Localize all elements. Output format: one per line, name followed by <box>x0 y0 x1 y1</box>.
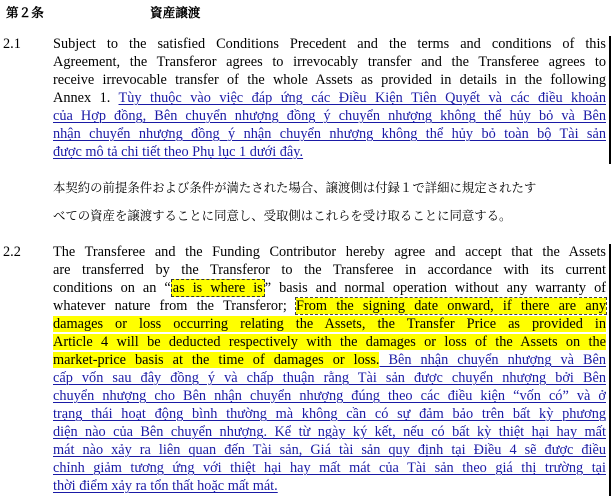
clause-2-1-en-line: Subject to the satisfied Conditions Precedent and the terms and conditions of this <box>53 36 606 52</box>
clause-2-1-vn-text: Tùy thuộc vào việc đáp ứng các Điều Kiện Tiên Quyết và các điều khoản <box>118 90 606 106</box>
clause-2-1-ja-line: べての資産を譲渡することに同意し、受取側はこれらを受け取ることに同意する。 <box>53 208 512 223</box>
clause-2-2-en-line: are transferred by the Transferor to the Transferee in accordance with its current <box>53 262 606 278</box>
clause-2-1-number: 2.1 <box>3 36 21 52</box>
as-is-where-is-highlight: as is where is <box>172 280 263 296</box>
article-number: 第２条 <box>6 5 44 20</box>
clause-2-2-mixed-line <box>53 351 606 370</box>
clause-2-2-vn-line: cấp vốn sau đây đồng ý và chấp thuận rằng Tài sản được chuyển nhượng bởi Bên <box>53 370 606 386</box>
clause-2-1-vn-line: nhận chuyển nhượng đồng ý nhận chuyển nhượng không thể hủy bỏ toàn bộ Tài sản <box>53 126 606 142</box>
highlighted-text: From the signing date onward, if there are any <box>296 298 606 314</box>
clause-2-1-vn-line: được mô tả chi tiết theo Phụ lục 1 dưới đây. <box>53 144 304 160</box>
clause-2-1-en-line: Agreement, the Transferor agrees to irrevocably transfer and the Transferee agrees to <box>53 54 606 70</box>
clause-2-2-vn-line: thời điểm xảy ra tổn thất hoặc mất mát. <box>53 478 278 494</box>
highlighted-text: market-price basis at the time of damages or loss. <box>53 352 380 368</box>
clause-2-2-en-text: ” basis and normal operation without any warranty of <box>264 280 606 296</box>
clause-2-2-en-text: conditions on an “ <box>53 280 171 296</box>
clause-2-2-en-line <box>53 279 606 298</box>
clause-2-2-en-line <box>53 315 606 334</box>
clause-2-1-en-line: receive irrevocable transfer of the whole Assets as provided in details in the following <box>53 72 606 88</box>
clause-2-1-vn-line: của Hợp đồng, Bên chuyển nhượng đồng ý chuyển nhượng không thể hủy bỏ và Bên <box>53 108 606 124</box>
revision-bar <box>609 244 611 496</box>
article-title: 資産譲渡 <box>150 5 201 20</box>
clause-2-2-en-text: whatever nature from the Transferor; <box>53 298 297 314</box>
clause-2-2-vn-line: mát nào xảy ra liên quan đến Tài sản, Giá tài sản quy định tại Điều 4 sẽ được điều <box>53 442 606 458</box>
clause-2-2-en-line <box>53 333 606 352</box>
clause-2-2-vn-line: diện nào của Bên chuyển nhượng. Kể từ ngày ký kết, nếu có bất kỳ thiệt hại hay mất <box>53 424 606 440</box>
clause-2-1-mixed-line <box>53 89 606 108</box>
clause-2-2-vn-line: chỉnh giảm tương ứng với thiệt hại hay mất mát của Tài sản theo giá thị trường tại <box>53 460 606 476</box>
revision-bar <box>609 36 611 164</box>
clause-2-2-number: 2.2 <box>3 244 21 260</box>
clause-2-2-vn-line: trạng thái hoạt động bình thường mà không cần có sự đảm bảo trên bất kỳ phương <box>53 406 606 422</box>
highlighted-text: damages or loss occurring relating the Assets, the Transfer Price as provided in <box>53 316 606 332</box>
clause-2-2-en-line <box>53 297 606 316</box>
clause-2-1-ja-line: 本契約の前提条件および条件が満たされた場合、譲渡側は付録１で詳細に規定されたす <box>53 180 537 195</box>
highlighted-text: Article 4 will be deducted respectively with the damages or loss of the Assets on the <box>53 334 606 350</box>
clause-2-2-en-line: The Transferee and the Funding Contributor hereby agree and accept that the Assets <box>53 244 606 260</box>
clause-2-1-en-tail: Annex 1. <box>53 90 119 106</box>
clause-2-2-vn-text: Bên nhận chuyển nhượng và Bên <box>379 352 606 368</box>
clause-2-2-vn-line: chuyển nhượng cho Bên nhận chuyển nhượng đúng theo các điều kiện “vốn có” và ở <box>53 388 606 404</box>
